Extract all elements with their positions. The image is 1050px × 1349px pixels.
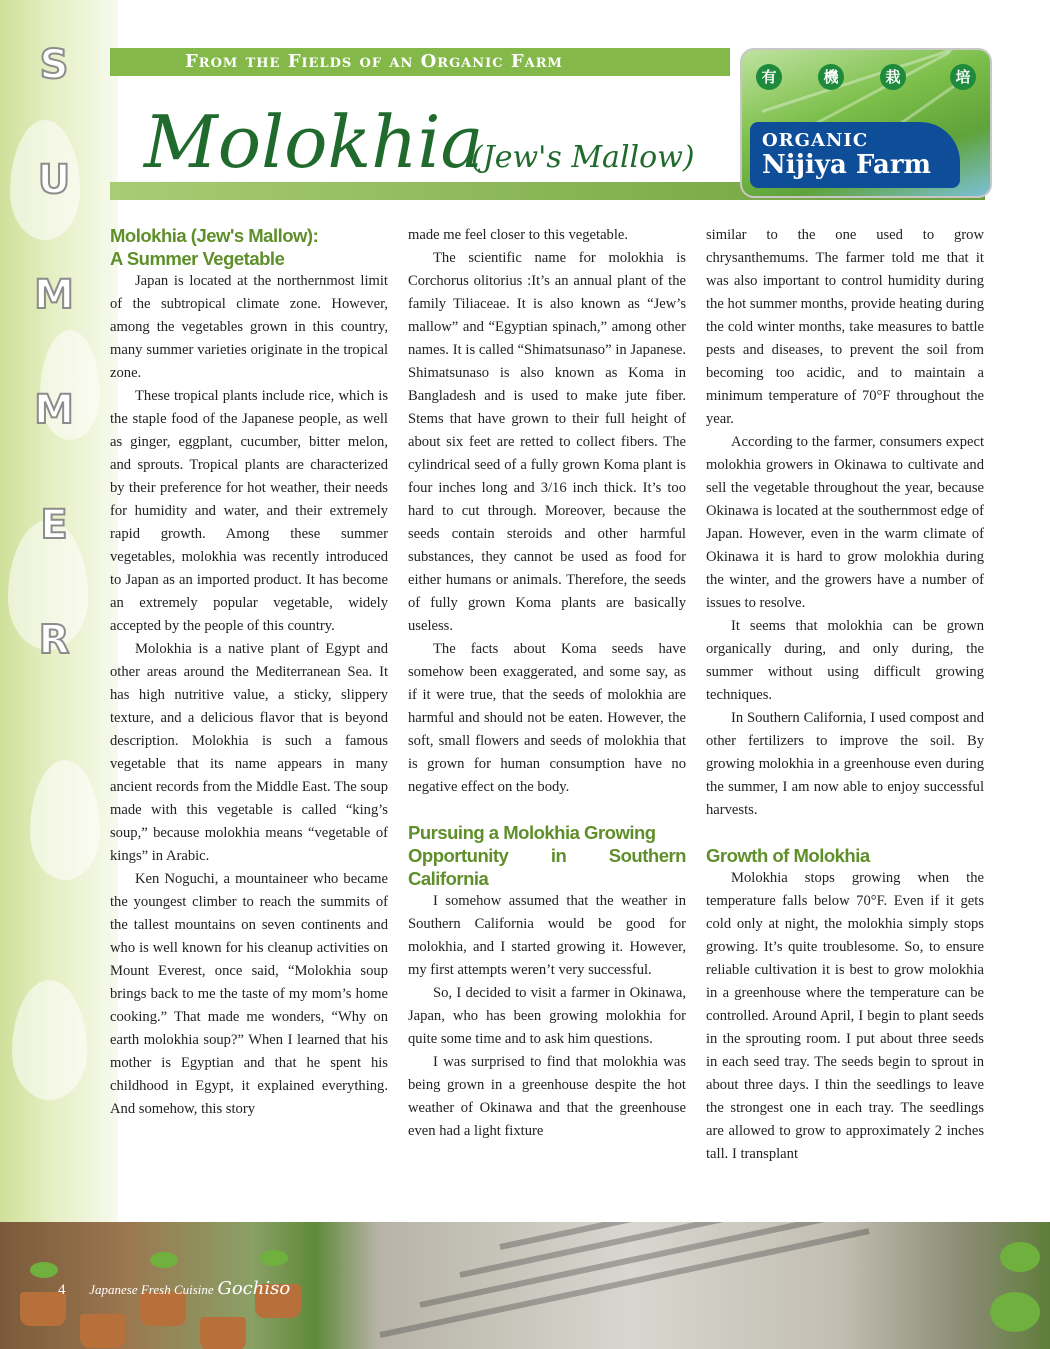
nijiya-farm-logo — [740, 48, 992, 198]
page-subtitle: (Jew's Mallow) — [471, 140, 695, 175]
body-paragraph: In Southern California, I used compost and other fertilizers to improve the soil. By growing molokhia in a greenhouse even during the summer, I am now able to enjoy successful harvests. — [706, 710, 984, 818]
logo-kanji: 有 — [756, 64, 782, 90]
magazine-brand: Gochiso — [217, 1278, 291, 1299]
season-letter: M — [34, 272, 74, 318]
logo-organic-text: ORGANIC — [762, 130, 869, 151]
logo-farm-name: Nijiya Farm — [762, 150, 932, 180]
body-paragraph-continued: made me feel closer to this vegetable. — [408, 227, 629, 243]
body-paragraph: Molokhia is a native plant of Egypt and other areas around the Mediterranean Sea. It has high nutritive value, a sticky, slippery texture, and a delicious flavor that is beyond description. Molokhia is such a famous vegetable that its name appears in many ancient records from the Middle East. The soup made with this vegetable is called “king’s soup,” because molokhia means “vegetable of kings” in Arabic. — [110, 641, 388, 864]
logo-kanji: 機 — [818, 64, 844, 90]
body-paragraph: Molokhia stops growing when the temperature falls below 70°F. Even if it gets cold only at night, the molokhia simply stops growing. It’s quite troublesome. So, to ensure reliable cultivation it is best to grow molokhia in a greenhouse where the temperature can be controlled. Around April, I begin to plant seeds in the sprouting room. I put about three seeds in each seed tray. The seeds begin to sprout in about three days. I thin the seedlings to leave the strongest one in each tray. The seedlings are allowed to grow to approximately 2 inches tall. I transplant — [706, 870, 984, 1162]
body-paragraph: Ken Noguchi, a mountaineer who became the youngest climber to reach the summits of the tallest mountains on seven continents and who is well known for his cleanup activities on Mount Everest, once said, “Molokhia soup brings back to me the taste of my mom’s home cooking.” That made me wonders, “Why on earth molokhia soup?” When I learned that his mother is Egyptian and that he spent his childhood in Egypt, it explained everything. And somehow, this story — [110, 871, 388, 1117]
season-letter: M — [34, 387, 74, 433]
article-column-2 — [408, 224, 686, 1143]
body-paragraph: According to the farmer, consumers expect molokhia growers in Okinawa to cultivate and sell the vegetable throughout the year, because Okinawa is located at the southernmost edge of Japan. However, even in the warm climate of Okinawa it is hard to grow molokhia during the winter, and the growers have a number of issues to resolve. — [706, 434, 984, 611]
section-heading: Pursuing a Molokhia Growing Opportunity in Southern California — [408, 822, 686, 889]
body-paragraph: The scientific name for molokhia is Corchorus olitorius :It’s an annual plant of the family Tiliaceae. It is also known as “Jew’s mallow” and “Egyptian spinach,” among other names. It is called “Shimatsunaso” in Japanese. Shimatsunaso is also known as Koma in Bangladesh and is used to make jute fiber. Stems that have grown to their full height of about six feet are retted to collect fibers. The cylindrical seed of a fully grown Koma plant is four inches long and 3/16 inch thick. It’s too hard to cut through. Moreover, because the seeds contain steroids and other harmful substances, they cannot be used as food for either humans or animals. Therefore, the seeds of fully grown Koma plants are basically useless. — [408, 250, 686, 634]
body-paragraph: Japan is located at the northernmost limit of the subtropical climate zone. However, among the vegetables grown in this country, many summer varieties originate in the tropical zone. — [110, 273, 388, 381]
body-paragraph: The facts about Koma seeds have somehow been exaggerated, and some say, as if it were true, that the seeds of molokhia are harmful and should not be eaten. However, the soft, small flowers and seeds of molokhia that is grown for human consumption have no negative effect on the body. — [408, 641, 686, 795]
magazine-name: Japanese Fresh Cuisine — [89, 1282, 214, 1297]
body-paragraph-continued: similar to the one used to grow chrysanthemums. The farmer told me that it was also important to control humidity during the hot summer months, provide heating during the cold winter months, take measures to battle pests and diseases, to prevent the soil from becoming too acidic, and to maintain a minimum temperature of 70°F throughout the year. — [706, 227, 984, 427]
body-paragraph: These tropical plants include rice, which is the staple food of the Japanese people, as well as ginger, eggplant, cucumber, bitter melon, and sprouts. Tropical plants are characterized by their preference for hot weather, their needs for humidity and water, and their extremely rapid growth. Among these summer vegetables, molokhia was recently introduced to Japan as an imported product. It has become an extremely popular vegetable, widely accepted by the people of this country. — [110, 388, 388, 634]
body-paragraph: I was surprised to find that molokhia was being grown in a greenhouse despite the hot weather of Okinawa and that the greenhouse even had a light fixture — [408, 1054, 686, 1139]
season-letter: R — [38, 617, 70, 663]
section-heading: Growth of Molokhia — [706, 845, 870, 866]
logo-kanji: 培 — [950, 64, 976, 90]
article-column-3 — [706, 224, 984, 1166]
page-number: 4 — [58, 1282, 66, 1298]
page-footer — [58, 1278, 290, 1299]
season-letter: U — [37, 157, 71, 203]
season-letter: E — [40, 502, 68, 548]
article-column-1 — [110, 224, 388, 1121]
body-paragraph: It seems that molokhia can be grown organically during, and only during, the summer without using difficult growing techniques. — [706, 618, 984, 703]
season-letter: S — [39, 42, 69, 88]
section-label: From the Fields of an Organic Farm — [185, 51, 563, 72]
body-paragraph: So, I decided to visit a farmer in Okinawa, Japan, who has been growing molokhia for quite some time and to ask him questions. — [408, 985, 686, 1047]
logo-kanji: 栽 — [880, 64, 906, 90]
logo-kanji-row — [756, 64, 976, 92]
section-banner — [110, 48, 730, 76]
body-paragraph: I somehow assumed that the weather in Southern California would be good for molokhia, and I started growing it. However, my first attempts weren’t very successful. — [408, 893, 686, 978]
section-heading: Molokhia (Jew's Mallow): A Summer Vegetable — [110, 225, 319, 269]
page-title: Molokhia — [144, 100, 484, 184]
